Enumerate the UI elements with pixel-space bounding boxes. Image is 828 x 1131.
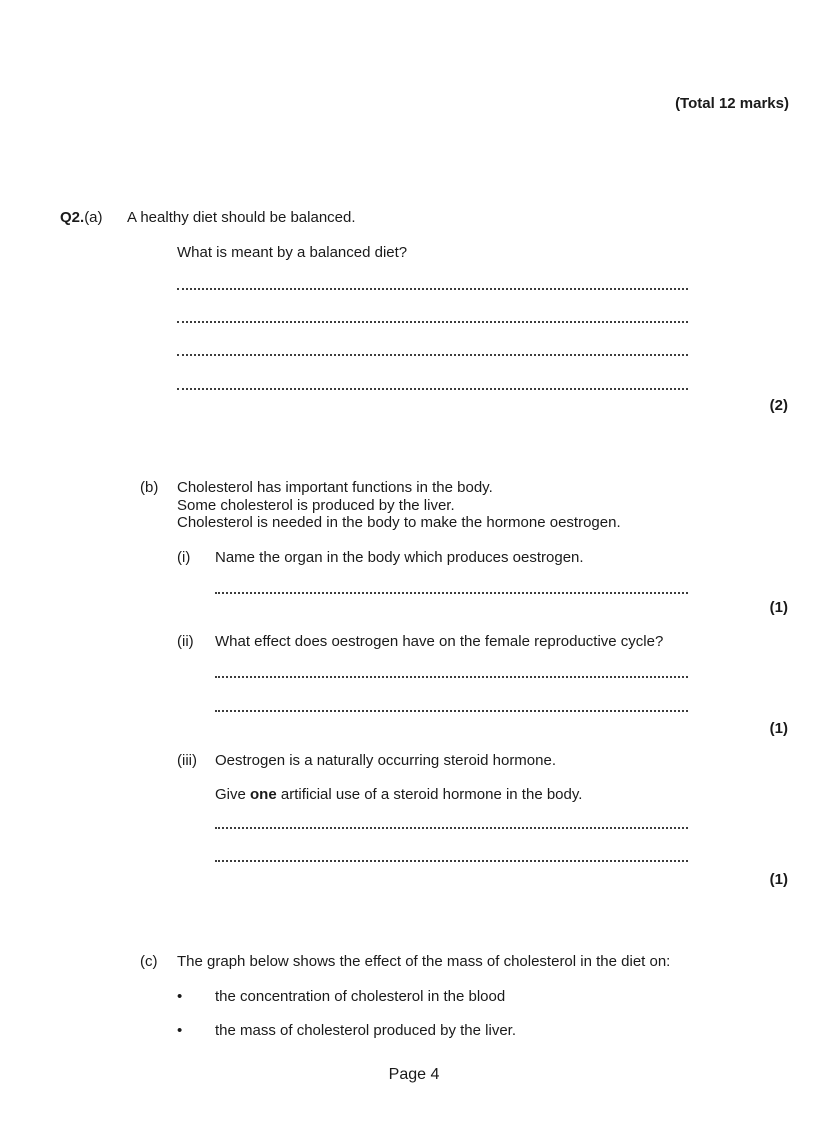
part-b-ii-label: (ii) xyxy=(177,633,194,650)
part-b-intro-line: Cholesterol is needed in the body to make the hormone oestrogen. xyxy=(177,514,621,531)
part-b-ii-row xyxy=(177,633,788,650)
part-c-bullet-row xyxy=(177,1022,788,1039)
part-b-row xyxy=(140,479,788,532)
part-b-i-row xyxy=(177,549,788,566)
question-number-bold: Q2. xyxy=(60,209,85,226)
part-b-iii-question-bold: one xyxy=(250,786,277,803)
part-b-iii-question-prefix: Give xyxy=(215,786,251,803)
answer-line xyxy=(177,380,688,390)
part-b-i-marks: (1) xyxy=(769,599,788,616)
part-b-iii-marks: (1) xyxy=(769,871,788,888)
part-a-label: (a) xyxy=(84,209,103,226)
part-b-intro-line: Some cholesterol is produced by the liver. xyxy=(177,496,455,514)
part-c-row xyxy=(140,953,788,970)
part-b-iii-label: (iii) xyxy=(177,752,197,769)
part-a-marks: (2) xyxy=(769,397,788,414)
part-a-question: What is meant by a balanced diet? xyxy=(177,244,408,261)
part-b-iii-question xyxy=(215,786,582,803)
question-number xyxy=(60,209,127,226)
part-b-i-label: (i) xyxy=(177,549,191,566)
part-b-ii-marks: (1) xyxy=(769,720,788,737)
page-footer: Page 4 xyxy=(388,1066,440,1083)
part-c-intro: The graph below shows the effect of the mass of cholesterol in the diet on: xyxy=(177,953,671,970)
part-a-intro: A healthy diet should be balanced. xyxy=(127,209,356,226)
answer-line xyxy=(177,313,688,323)
part-b-intro-line: Cholesterol has important functions in the body. xyxy=(177,479,493,496)
part-c-bullet-text: the mass of cholesterol produced by the liver. xyxy=(215,1022,516,1039)
answer-line xyxy=(215,668,688,678)
part-b-iii-question-suffix: artificial use of a steroid hormone in the body. xyxy=(276,786,583,803)
part-a-row xyxy=(60,209,780,226)
part-b-intro xyxy=(177,479,621,532)
part-c-bullet-row xyxy=(177,988,788,1005)
total-marks: (Total 12 marks) xyxy=(675,95,789,112)
answer-line xyxy=(215,584,688,594)
answer-line xyxy=(215,702,688,712)
answer-line xyxy=(215,819,688,829)
part-b-iii-statement: Oestrogen is a naturally occurring steroid hormone. xyxy=(215,752,557,769)
bullet-icon: • xyxy=(177,988,183,1005)
answer-line xyxy=(215,852,688,862)
part-c-label: (c) xyxy=(140,953,158,970)
part-b-label: (b) xyxy=(140,479,159,496)
part-b-i-question: Name the organ in the body which produces oestrogen. xyxy=(215,549,584,566)
part-b-ii-question: What effect does oestrogen have on the female reproductive cycle? xyxy=(215,633,664,650)
answer-line xyxy=(177,280,688,290)
part-b-iii-row xyxy=(177,752,788,769)
bullet-icon: • xyxy=(177,1022,183,1039)
part-c-bullet-text: the concentration of cholesterol in the blood xyxy=(215,988,506,1005)
answer-line xyxy=(177,346,688,356)
